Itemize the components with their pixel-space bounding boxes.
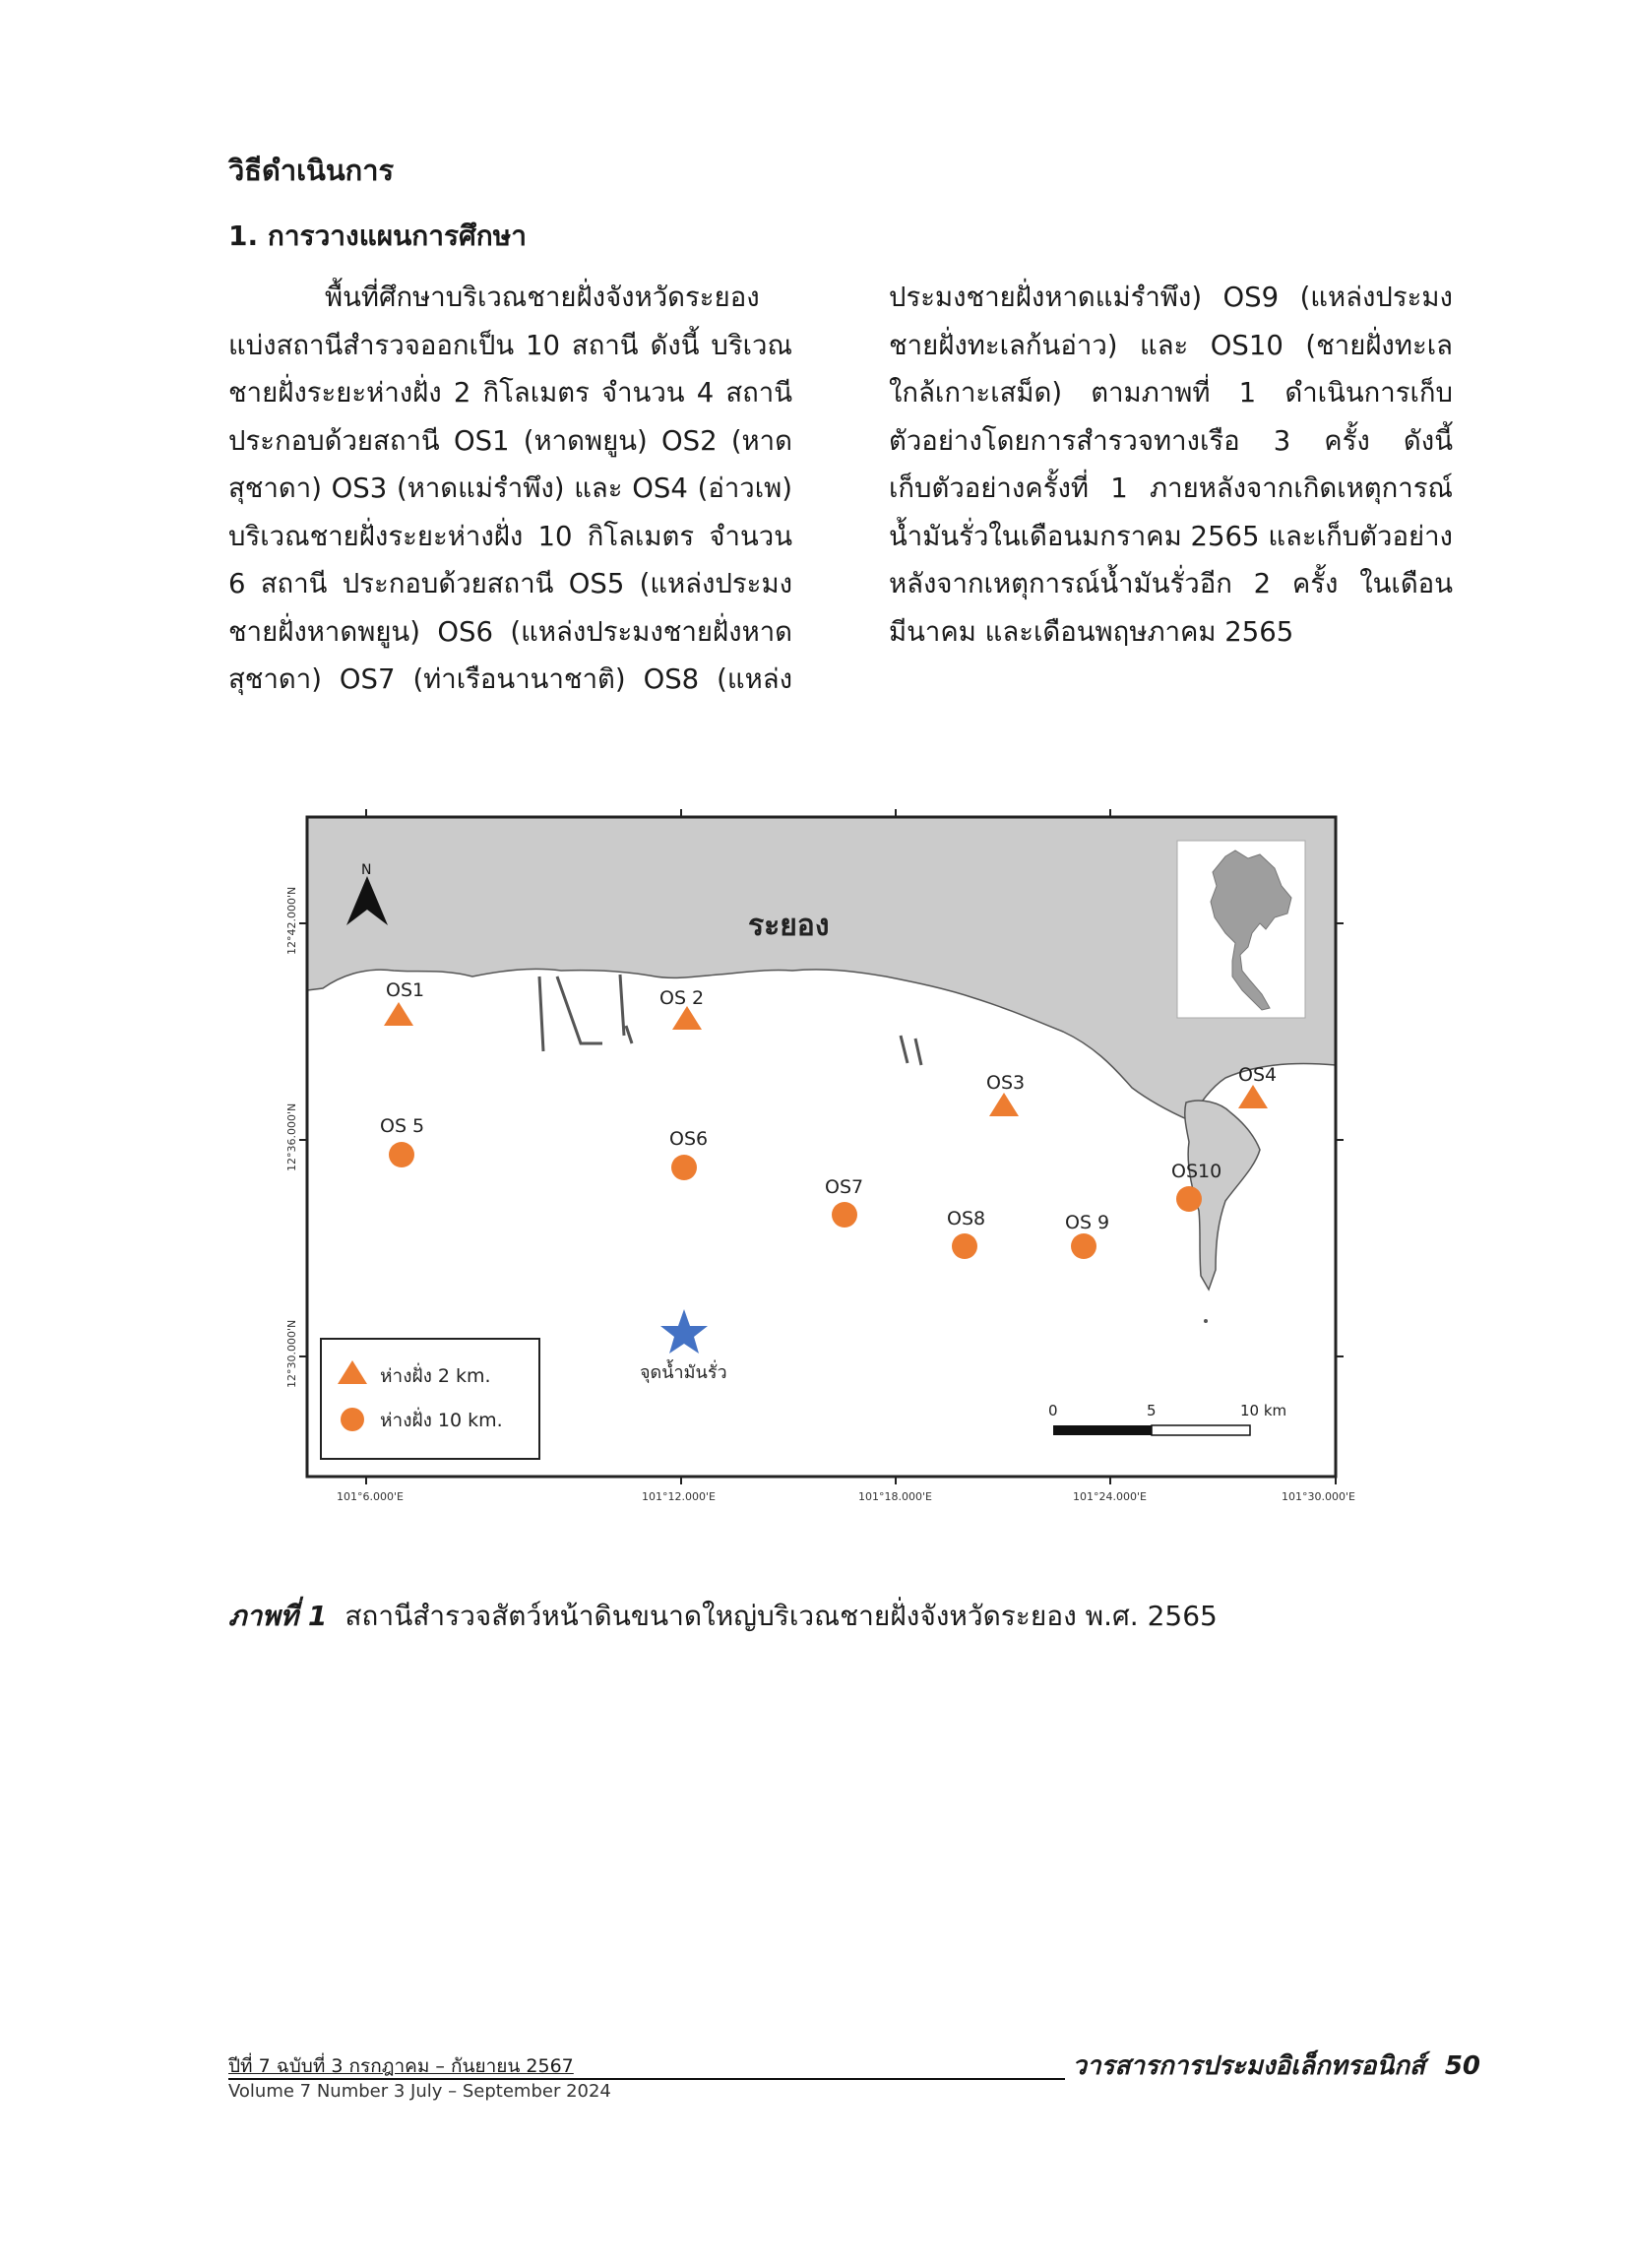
lat-tick-label: 12°30.000'N xyxy=(285,1319,298,1388)
station-label: OS1 xyxy=(386,979,425,1001)
paragraph-line: ประมงชายฝั่งหาดแม่รำพึง) OS9 (แหล่งประมง xyxy=(889,282,1453,313)
rock-dot xyxy=(1204,1319,1208,1323)
footer-rule xyxy=(228,2078,1065,2080)
scale-label-zero: 0 xyxy=(1048,1402,1058,1419)
station-label: OS7 xyxy=(825,1176,864,1198)
station-os10-circle xyxy=(1176,1186,1202,1212)
paragraph-line: สุชาดา) OS3 (หาดแม่รำพึง) และ OS4 (อ่าวเพ) xyxy=(228,472,792,504)
lon-tick-label: 101°30.000'E xyxy=(1282,1490,1355,1503)
paragraph-line: ประกอบด้วยสถานี OS1 (หาดพยูน) OS2 (หาด xyxy=(228,424,792,457)
paragraph-line: หลังจากเหตุการณ์น้ำมันรั่วอีก 2 ครั้ง ในเดือน xyxy=(889,568,1453,599)
north-label: N xyxy=(361,862,372,878)
station-label: OS 5 xyxy=(380,1115,425,1137)
legend-box xyxy=(321,1339,539,1459)
paragraph-line: ชายฝั่งทะเลก้นอ่าว) และ OS10 (ชายฝั่งทะเล xyxy=(889,329,1453,361)
station-os7-circle xyxy=(832,1202,857,1228)
station-map xyxy=(285,807,1388,1516)
paragraph-line: บริเวณชายฝั่งระยะห่างฝั่ง 10 กิโลเมตร จำนวน xyxy=(228,520,792,552)
section-title: วิธีดำเนินการ xyxy=(228,154,395,187)
lat-tick-label: 12°36.000'N xyxy=(285,1102,298,1171)
caption-label: ภาพที่ 1 xyxy=(228,1600,328,1632)
station-label: OS4 xyxy=(1238,1064,1278,1086)
station-label: OS 2 xyxy=(659,987,705,1009)
footer-journal xyxy=(1072,2046,1480,2086)
station-map-figure xyxy=(285,807,1388,1516)
station-os6-circle xyxy=(671,1155,697,1180)
right-column xyxy=(889,274,1453,656)
subsection-title: 1. การวางแผนการศึกษา xyxy=(228,220,527,252)
page-number: 50 xyxy=(1444,2051,1480,2081)
scale-label-ten: 10 km xyxy=(1240,1402,1287,1419)
lon-tick-label: 101°12.000'E xyxy=(642,1490,716,1503)
footer-issue-english: Volume 7 Number 3 July – September 2024 xyxy=(228,2081,611,2102)
station-label: OS10 xyxy=(1171,1161,1222,1182)
lat-tick-label: 12°42.000'N xyxy=(285,886,298,955)
caption-text: สถานีสำรวจสัตว์หน้าดินขนาดใหญ่บริเวณชายฝั่งจังหวัดระยอง พ.ศ. 2565 xyxy=(344,1600,1218,1632)
legend-label-10km: ห่างฝั่ง 10 km. xyxy=(380,1410,503,1431)
left-column xyxy=(228,274,792,704)
paragraph-line: มีนาคม และเดือนพฤษภาคม 2565 xyxy=(889,615,1294,648)
province-label: ระยอง xyxy=(748,909,830,943)
scale-bar-white xyxy=(1152,1425,1250,1435)
paragraph-line: ชายฝั่งระยะห่างฝั่ง 2 กิโลเมตร จำนวน 4 สถานี xyxy=(228,377,792,409)
paragraph-line: น้ำมันรั่วในเดือนมกราคม 2565 และเก็บตัวอย่าง xyxy=(889,520,1453,552)
station-os5-circle xyxy=(389,1142,414,1167)
paragraph-line: ตัวอย่างโดยการสำรวจทางเรือ 3 ครั้ง ดังนี้ xyxy=(889,424,1453,457)
legend-label-2km: ห่างฝั่ง 2 km. xyxy=(380,1365,491,1387)
figure-caption xyxy=(228,1595,1218,1638)
station-label: OS6 xyxy=(669,1128,709,1150)
scale-label-five: 5 xyxy=(1147,1402,1157,1419)
paragraph-line: ใกล้เกาะเสม็ด) ตามภาพที่ 1 ดำเนินการเก็บ xyxy=(889,377,1453,409)
paragraph-line: พื้นที่ศึกษาบริเวณชายฝั่งจังหวัดระยอง xyxy=(325,282,760,313)
journal-name: วารสารการประมงอิเล็กทรอนิกส์ xyxy=(1072,2051,1425,2081)
station-os8-circle xyxy=(952,1233,977,1259)
lon-tick-label: 101°18.000'E xyxy=(858,1490,932,1503)
station-label: OS3 xyxy=(986,1072,1026,1094)
paragraph-line: ชายฝั่งหาดพยูน) OS6 (แหล่งประมงชายฝั่งหาด xyxy=(228,615,792,648)
paragraph-line: เก็บตัวอย่างครั้งที่ 1 ภายหลังจากเกิดเหตุการณ์ xyxy=(889,472,1453,504)
station-label: OS 9 xyxy=(1065,1212,1110,1233)
paragraph-line: 6 สถานี ประกอบด้วยสถานี OS5 (แหล่งประมง xyxy=(228,568,792,599)
station-os9-circle xyxy=(1071,1233,1096,1259)
lon-tick-label: 101°6.000'E xyxy=(337,1490,404,1503)
paragraph-line: สุชาดา) OS7 (ท่าเรือนานาชาติ) OS8 (แหล่ง xyxy=(228,663,792,695)
oil-spill-label: จุดน้ำมันรั่ว xyxy=(640,1362,727,1383)
lon-tick-label: 101°24.000'E xyxy=(1073,1490,1147,1503)
paragraph-line: แบ่งสถานีสำรวจออกเป็น 10 สถานี ดังนี้ บริเวณ xyxy=(228,329,792,361)
footer-issue-thai: ปีที่ 7 ฉบับที่ 3 กรกฎาคม – กันยายน 2567 xyxy=(228,2055,574,2077)
station-label: OS8 xyxy=(947,1208,986,1229)
legend-circle-icon xyxy=(341,1408,364,1431)
scale-bar-black xyxy=(1053,1425,1152,1435)
